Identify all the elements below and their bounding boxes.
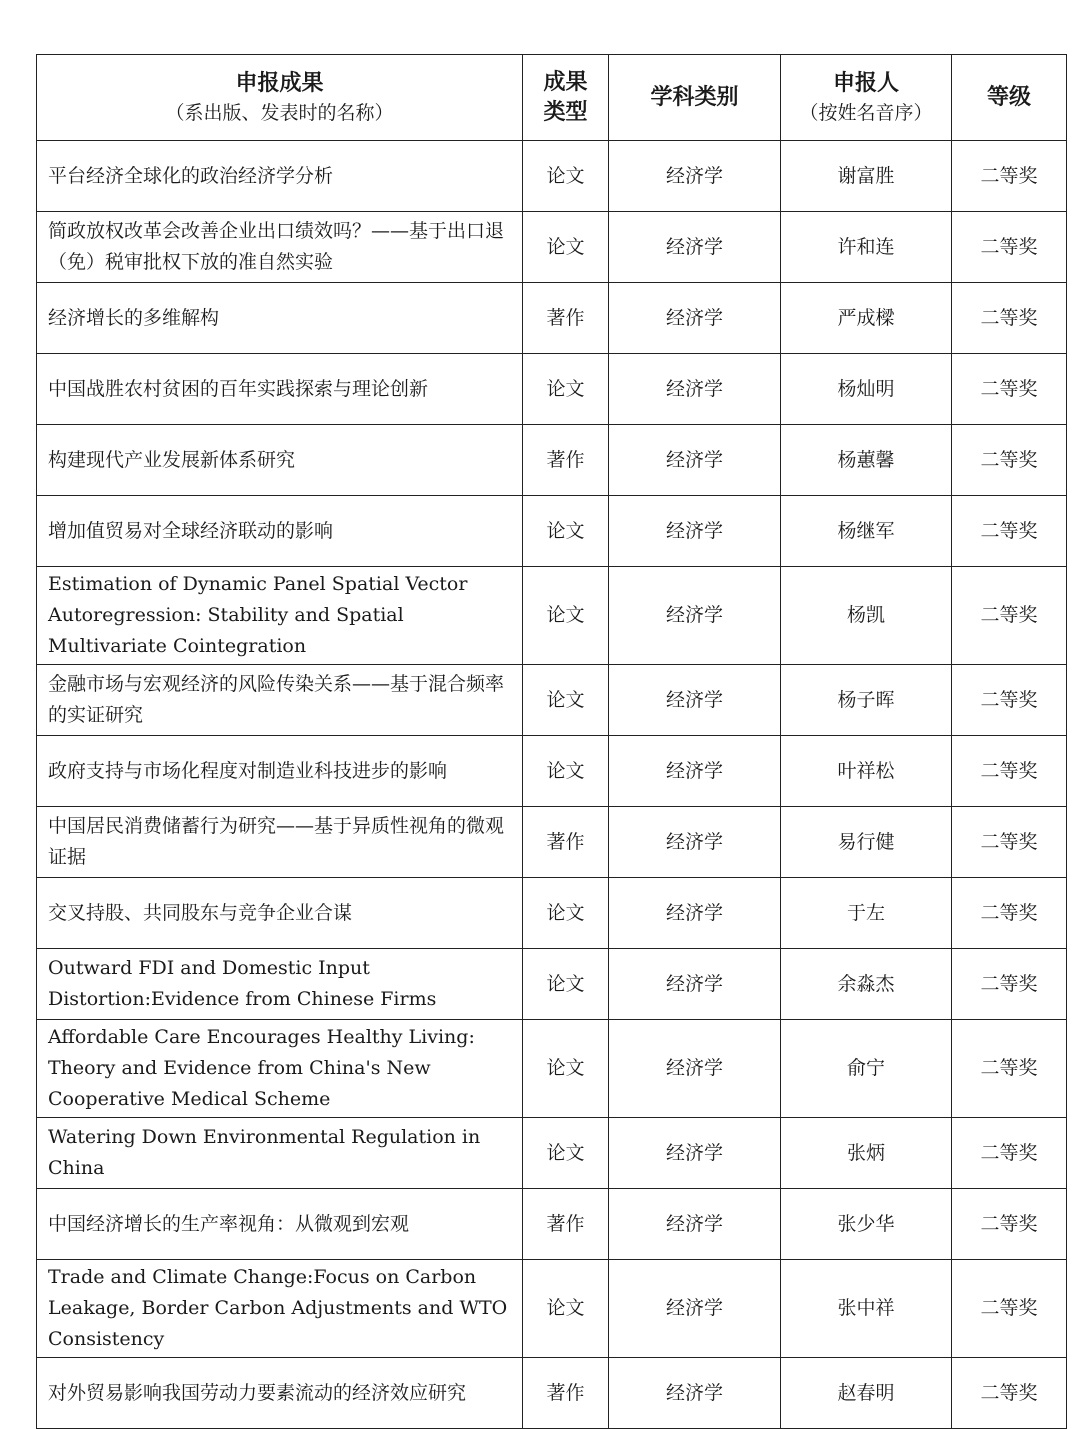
cell-title: 增加值贸易对全球经济联动的影响 <box>37 496 523 567</box>
cell-title: 对外贸易影响我国劳动力要素流动的经济效应研究 <box>37 1358 523 1429</box>
cell-type: 著作 <box>523 1358 609 1429</box>
cell-title: Estimation of Dynamic Panel Spatial Vector Autoregression: Stability and Spatial Multivariate Cointegration <box>37 567 523 665</box>
cell-discipline: 经济学 <box>609 1358 781 1429</box>
table-row <box>37 141 1067 212</box>
cell-discipline: 经济学 <box>609 141 781 212</box>
cell-title: 简政放权改革会改善企业出口绩效吗？——基于出口退（免）税审批权下放的准自然实验 <box>37 212 523 283</box>
cell-title: 平台经济全球化的政治经济学分析 <box>37 141 523 212</box>
cell-applicant: 赵春明 <box>781 1358 952 1429</box>
table-row <box>37 212 1067 283</box>
cell-grade: 二等奖 <box>952 878 1067 949</box>
cell-discipline: 经济学 <box>609 878 781 949</box>
cell-grade: 二等奖 <box>952 1358 1067 1429</box>
cell-grade: 二等奖 <box>952 212 1067 283</box>
cell-title: 构建现代产业发展新体系研究 <box>37 425 523 496</box>
cell-type: 论文 <box>523 496 609 567</box>
cell-grade: 二等奖 <box>952 736 1067 807</box>
cell-type: 论文 <box>523 212 609 283</box>
cell-grade: 二等奖 <box>952 1118 1067 1189</box>
cell-type: 著作 <box>523 283 609 354</box>
cell-title: 中国经济增长的生产率视角：从微观到宏观 <box>37 1189 523 1260</box>
cell-grade: 二等奖 <box>952 1189 1067 1260</box>
cell-type: 论文 <box>523 1118 609 1189</box>
header-row <box>37 55 1067 141</box>
header-applicant-main: 申报人 <box>832 70 899 96</box>
header-discipline-label: 学科类别 <box>650 84 739 110</box>
cell-discipline: 经济学 <box>609 283 781 354</box>
table-row <box>37 878 1067 949</box>
cell-applicant: 杨继军 <box>781 496 952 567</box>
cell-applicant: 于左 <box>781 878 952 949</box>
cell-applicant: 杨凯 <box>781 567 952 665</box>
cell-grade: 二等奖 <box>952 1020 1067 1118</box>
cell-type: 论文 <box>523 949 609 1020</box>
cell-grade: 二等奖 <box>952 807 1067 878</box>
cell-title: Watering Down Environmental Regulation in China <box>37 1118 523 1189</box>
table-row <box>37 949 1067 1020</box>
cell-title: 经济增长的多维解构 <box>37 283 523 354</box>
cell-grade: 二等奖 <box>952 425 1067 496</box>
cell-grade: 二等奖 <box>952 283 1067 354</box>
cell-grade: 二等奖 <box>952 496 1067 567</box>
header-type <box>523 55 609 141</box>
header-title <box>37 55 523 141</box>
cell-discipline: 经济学 <box>609 1020 781 1118</box>
cell-discipline: 经济学 <box>609 567 781 665</box>
cell-discipline: 经济学 <box>609 736 781 807</box>
header-title-main: 申报成果 <box>235 70 324 96</box>
table-row <box>37 665 1067 736</box>
cell-discipline: 经济学 <box>609 212 781 283</box>
cell-grade: 二等奖 <box>952 567 1067 665</box>
table-row <box>37 736 1067 807</box>
table-row <box>37 1260 1067 1358</box>
cell-grade: 二等奖 <box>952 1260 1067 1358</box>
table-row <box>37 283 1067 354</box>
cell-type: 论文 <box>523 1020 609 1118</box>
cell-type: 论文 <box>523 354 609 425</box>
cell-type: 论文 <box>523 1260 609 1358</box>
cell-discipline: 经济学 <box>609 665 781 736</box>
table-row <box>37 496 1067 567</box>
cell-title: 政府支持与市场化程度对制造业科技进步的影响 <box>37 736 523 807</box>
cell-applicant: 杨蕙馨 <box>781 425 952 496</box>
cell-type: 论文 <box>523 736 609 807</box>
header-grade-label: 等级 <box>986 84 1031 110</box>
cell-title: Outward FDI and Domestic Input Distortion:Evidence from Chinese Firms <box>37 949 523 1020</box>
cell-grade: 二等奖 <box>952 141 1067 212</box>
awards-table <box>36 54 1067 1429</box>
cell-grade: 二等奖 <box>952 949 1067 1020</box>
cell-type: 论文 <box>523 141 609 212</box>
cell-discipline: 经济学 <box>609 807 781 878</box>
table-row <box>37 1118 1067 1189</box>
cell-applicant: 张少华 <box>781 1189 952 1260</box>
table-row <box>37 807 1067 878</box>
cell-applicant: 张炳 <box>781 1118 952 1189</box>
cell-title: Trade and Climate Change:Focus on Carbon Leakage, Border Carbon Adjustments and WTO Consistency <box>37 1260 523 1358</box>
cell-title: 中国居民消费储蓄行为研究——基于异质性视角的微观证据 <box>37 807 523 878</box>
cell-discipline: 经济学 <box>609 496 781 567</box>
cell-applicant: 谢富胜 <box>781 141 952 212</box>
cell-discipline: 经济学 <box>609 1260 781 1358</box>
cell-applicant: 杨灿明 <box>781 354 952 425</box>
cell-applicant: 杨子晖 <box>781 665 952 736</box>
table-row <box>37 567 1067 665</box>
cell-title: 金融市场与宏观经济的风险传染关系——基于混合频率的实证研究 <box>37 665 523 736</box>
header-title-sub: （系出版、发表时的名称） <box>165 101 394 124</box>
cell-type: 著作 <box>523 425 609 496</box>
cell-applicant: 余淼杰 <box>781 949 952 1020</box>
cell-title: 交叉持股、共同股东与竞争企业合谋 <box>37 878 523 949</box>
cell-type: 论文 <box>523 878 609 949</box>
cell-applicant: 易行健 <box>781 807 952 878</box>
cell-grade: 二等奖 <box>952 665 1067 736</box>
cell-applicant: 叶祥松 <box>781 736 952 807</box>
table-row <box>37 1358 1067 1429</box>
cell-title: Affordable Care Encourages Healthy Living: Theory and Evidence from China's New Cooperative Medical Scheme <box>37 1020 523 1118</box>
cell-type: 著作 <box>523 1189 609 1260</box>
header-discipline <box>609 55 781 141</box>
cell-discipline: 经济学 <box>609 354 781 425</box>
cell-discipline: 经济学 <box>609 949 781 1020</box>
cell-type: 著作 <box>523 807 609 878</box>
header-grade <box>952 55 1067 141</box>
cell-applicant: 俞宁 <box>781 1020 952 1118</box>
cell-applicant: 严成樑 <box>781 283 952 354</box>
cell-discipline: 经济学 <box>609 425 781 496</box>
header-applicant <box>781 55 952 141</box>
cell-applicant: 许和连 <box>781 212 952 283</box>
header-applicant-sub: （按姓名音序） <box>799 101 933 124</box>
cell-discipline: 经济学 <box>609 1118 781 1189</box>
table-row <box>37 1189 1067 1260</box>
table-row <box>37 1020 1067 1118</box>
cell-type: 论文 <box>523 567 609 665</box>
cell-title: 中国战胜农村贫困的百年实践探索与理论创新 <box>37 354 523 425</box>
header-type-line2: 类型 <box>543 99 588 125</box>
cell-grade: 二等奖 <box>952 354 1067 425</box>
cell-type: 论文 <box>523 665 609 736</box>
cell-discipline: 经济学 <box>609 1189 781 1260</box>
cell-applicant: 张中祥 <box>781 1260 952 1358</box>
header-type-line1: 成果 <box>543 69 588 95</box>
table-row <box>37 425 1067 496</box>
table-row <box>37 354 1067 425</box>
